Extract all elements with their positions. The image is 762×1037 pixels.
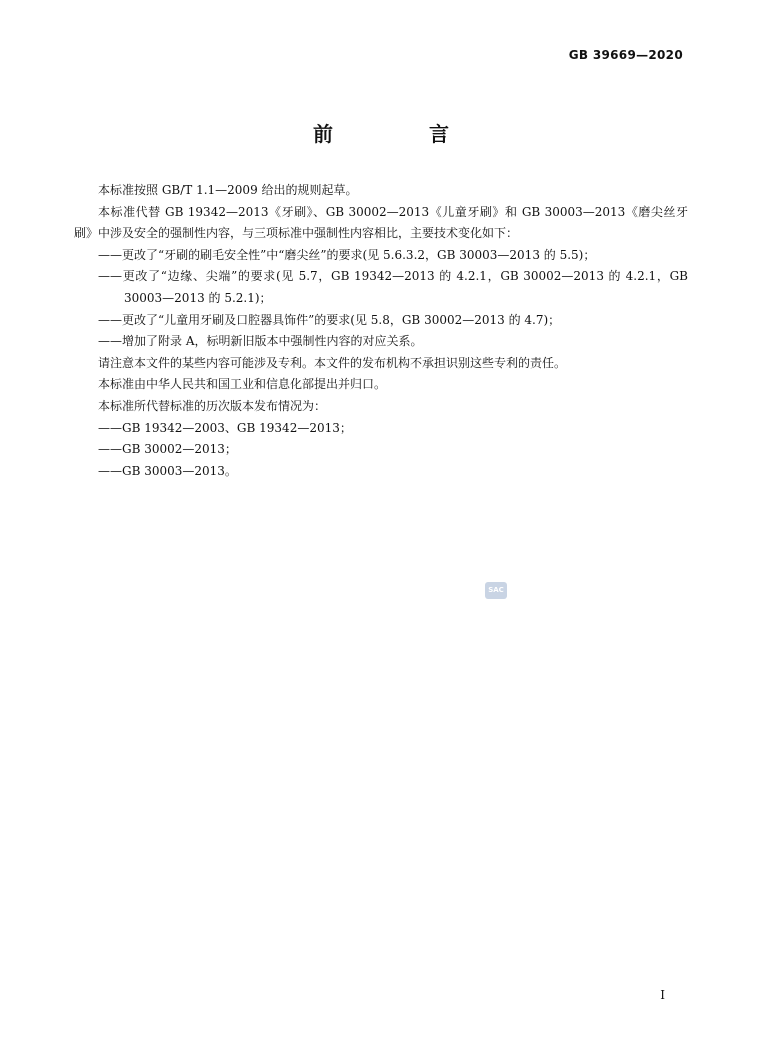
paragraph-replacement: 本标准代替 GB 19342—2013《牙刷》、GB 30002—2013《儿童牙刷》和 GB 30003—2013《磨尖丝牙刷》中涉及安全的强制性内容，与三项标准中强制性内容相比，主要技术变化如下：	[74, 204, 688, 241]
foreword-body	[74, 180, 688, 482]
paragraph-patent-notice: 请注意本文件的某些内容可能涉及专利。本文件的发布机构不承担识别这些专利的责任。	[98, 355, 567, 370]
page-number: I	[660, 988, 665, 1002]
history-item: ——GB 30002—2013；	[98, 442, 237, 457]
sac-watermark-logo: SAC	[485, 582, 507, 599]
change-item: ——更改了“边缘、尖端”的要求(见 5.7，GB 19342—2013 的 4.2.1，GB 30002—2013 的 4.2.1，GB 30003—2013 的 5.2.1)；	[98, 269, 688, 305]
change-item: ——增加了附录 A，标明新旧版本中强制性内容的对应关系。	[98, 334, 423, 349]
history-item: ——GB 30003—2013。	[98, 463, 237, 478]
paragraph-history-intro: 本标准所代替标准的历次版本发布情况为：	[98, 398, 327, 413]
change-item: ——更改了“牙刷的刷毛安全性”中“磨尖丝”的要求(见 5.6.3.2，GB 30003—2013 的 5.5)；	[98, 247, 596, 262]
history-item: ——GB 19342—2003、GB 19342—2013；	[98, 420, 352, 435]
paragraph-proposer: 本标准由中华人民共和国工业和信息化部提出并归口。	[98, 377, 387, 392]
standard-number: GB 39669—2020	[568, 48, 683, 62]
paragraph-drafting-rule: 本标准按照 GB/T 1.1—2009 给出的规则起草。	[98, 183, 358, 197]
change-item: ——更改了“儿童用牙刷及口腔器具饰件”的要求(见 5.8，GB 30002—2013 的 4.7)；	[98, 312, 561, 327]
page-title: 前 言	[313, 122, 487, 146]
